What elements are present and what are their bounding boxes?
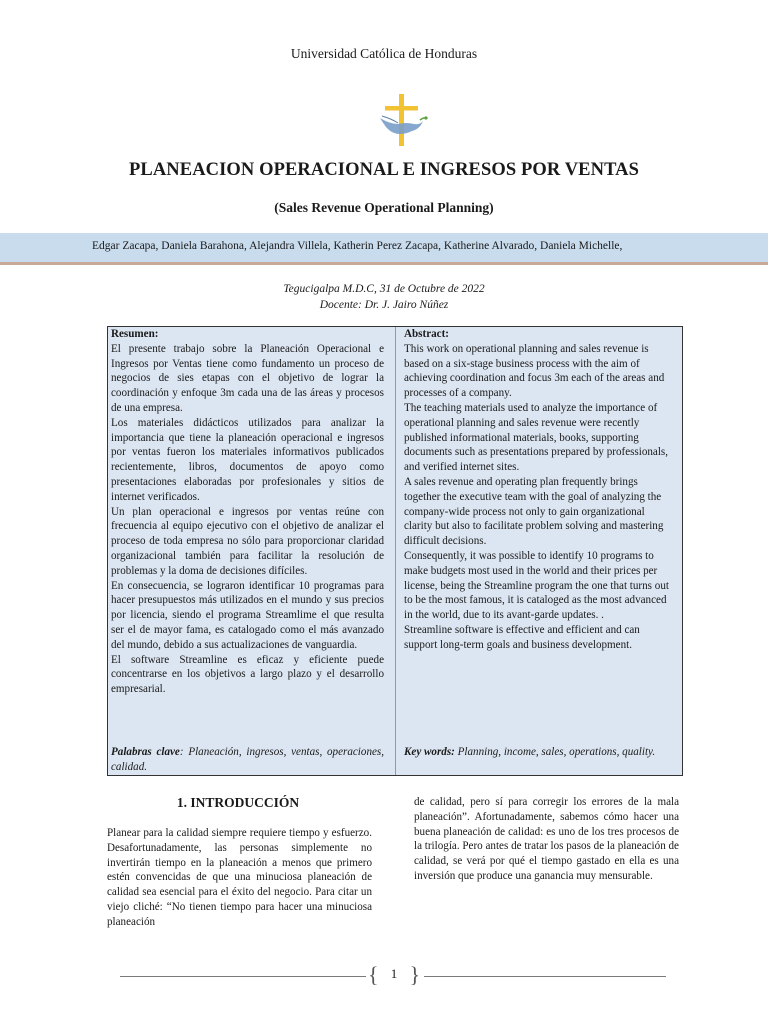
column-divider — [395, 327, 396, 775]
abstract-en-paragraph: The teaching materials used to analyze the importance of operational planning and sales revenue were recently published informational materials, books, supporting documents such as presentations prepared by professionals, and verified internet sites. — [404, 401, 669, 474]
abstract-box — [107, 326, 683, 776]
paper-title: PLANEACION OPERACIONAL E INGRESOS POR VENTAS — [129, 160, 639, 180]
keywords-es — [111, 745, 384, 775]
teacher-name: Docente: Dr. J. Jairo Núñez — [319, 299, 449, 311]
keywords-en-label: Key words: — [404, 746, 455, 758]
abstract-es-heading: Resumen: — [111, 328, 159, 340]
paper-subtitle: (Sales Revenue Operational Planning) — [274, 200, 494, 215]
intro-right-column: de calidad, pero sí para corregir los errores de la mala planeación”. Afortunadamente, sabemos cómo hacer una buena planeación de calidad: es uno de los tres procesos de la trilogía. Pero antes de tratar los pasos de la planeación de calidad, se verá por qué el tiempo gastado en ella es una inversión que produce una ganancia muy mensurable. — [414, 796, 679, 882]
intro-left-column: Planear para la calidad siempre requiere tiempo y esfuerzo. Desafortunadamente, las personas simplemente no invertirán tiempo en la planeación a menos que primero estén convencidas de que una minuciosa planeación de calidad sea esencial para el éxito del negocio. Para citar un viejo cliché: “No tienen tiempo para hacer una minuciosa planeación — [107, 827, 372, 928]
abstract-en-paragraph: Streamline software is effective and efficient and can support long-term goals and business development. — [404, 623, 640, 651]
abstract-spanish — [111, 327, 384, 697]
footer-rule-right — [424, 976, 666, 977]
place-date: Tegucigalpa M.D.C, 31 de Octubre de 2022 — [283, 283, 485, 295]
page-number-value: 1 — [390, 966, 398, 981]
left-brace-icon: { — [368, 962, 379, 987]
abstract-es-paragraph: En consecuencia, se lograron identificar 10 programas para hacer presupuestos más utilizados en el mundo y sus precios por licencia, siendo el programa Streamlime el que resulta ser el de mayor fama, es catalogado como el más avanzado del mundo, debido a sus actualizaciones de vanguardia. — [111, 579, 384, 651]
authors-list: Edgar Zacapa, Daniela Barahona, Alejandra Villela, Katherin Perez Zacapa, Katherine Alvarado, Daniela Michelle, — [92, 240, 623, 252]
keywords-es-label: Palabras clave — [111, 746, 180, 758]
authors-band — [0, 233, 768, 265]
abstract-en-paragraph: This work on operational planning and sales revenue is based on a six-stage business process with the aim of achieving coordination and focus 3m each of the areas and processes of a company. — [404, 342, 665, 400]
abstract-es-paragraph: Los materiales didácticos utilizados para analizar la importancia que tiene la planeación operacional e ingresos por ventas fueron los materiales informativos publicados recientemente, libros, documentos de apoyo como presentaciones elaboradas por profesionales y sitios de internet verificados. — [111, 416, 384, 503]
university-name: Universidad Católica de Honduras — [290, 46, 478, 61]
abstract-english — [404, 327, 675, 653]
keywords-en-values: Planning, income, sales, operations, quality. — [454, 746, 656, 758]
section-heading-introduccion: 1. INTRODUCCIÓN — [176, 795, 300, 810]
abstract-es-paragraph: El presente trabajo sobre la Planeación Operacional e Ingresos por Ventas tiene como fundamento un proceso de negocios de sies etapas con el objetivo de lograr la coordinación y enfoque 3m cada una de las áreas y procesos de una empresa. — [111, 342, 384, 414]
right-brace-icon: } — [409, 962, 420, 987]
abstract-es-paragraph: El software Streamline es eficaz y eficiente puede concentrarse en los objetivos a largo plazo y el desarrollo empresarial. — [111, 653, 384, 696]
keywords-es-values: : Planeación, ingresos, ventas, operaciones, calidad. — [111, 746, 385, 773]
abstract-es-paragraph: Un plan operacional e ingresos por ventas reúne con frecuencia al equipo ejecutivo con el objetivo de analizar el proceso de toda empresa no sólo para proporcionar claridad organizacional también para facilitar la resolución de problemas y la doma de decisiones difíciles. — [111, 505, 384, 577]
page-number — [366, 962, 422, 987]
abstract-en-paragraph: Consequently, it was possible to identify 10 programs to make budgets most used in the world and their prices per license, being the Streamline program the one that turns out to be the most famous, it is cataloged as the most advanced in the world, due to its avant-garde updates. . — [404, 549, 669, 622]
abstract-en-paragraph: A sales revenue and operating plan frequently brings together the executive team with the goal of analyzing the company-wide process not only to gain organizational clarity but also to facilitate problem solving and mastering difficult decisions. — [404, 475, 664, 548]
keywords-en — [404, 745, 675, 760]
footer-rule-left — [120, 976, 366, 977]
cross-dove-icon — [376, 94, 428, 150]
abstract-en-heading: Abstract: — [404, 328, 449, 340]
